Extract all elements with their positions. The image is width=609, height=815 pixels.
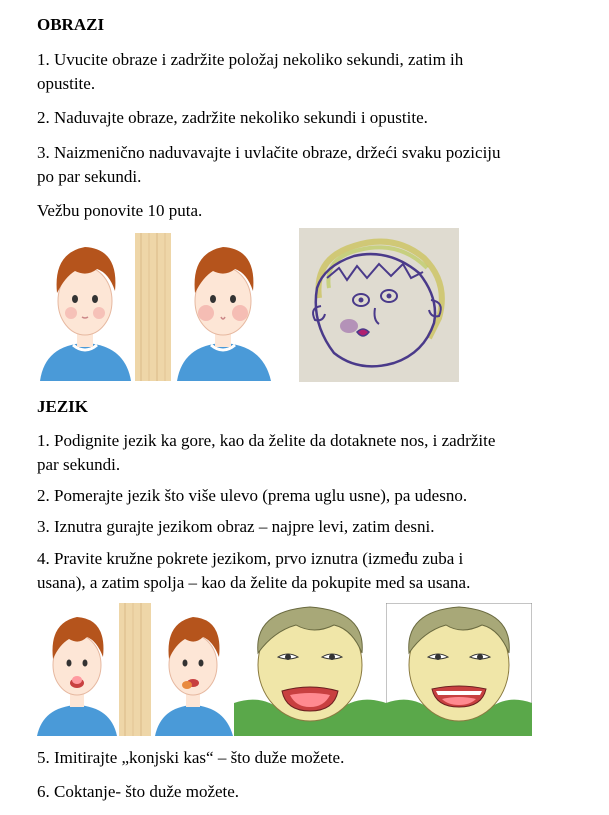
instruction-line: 5. Imitirajte „konjski kas“ – što duže možete. [37,748,345,767]
instruction-line: 1. Podignite jezik ka gore, kao da želite da dotaknete nos, i zadržite [37,431,496,450]
instruction-line: 4. Pravite kružne pokrete jezikom, prvo iznutra (između zuba i [37,549,464,568]
instruction-line: 3. Iznutra gurajte jezikom obraz – najpre levi, zatim desni. [37,517,435,536]
section-heading-obrazi: OBRAZI [37,15,105,34]
instruction-line: par sekundi. [37,455,121,474]
instruction-line: 2. Naduvajte obraze, zadržite nekoliko sekundi i opustite. [37,108,428,127]
instruction-line: 3. Naizmenično naduvavajte i uvlačite obraze, držeći svaku poziciju [37,143,501,162]
child-drawing-illustration [299,228,459,382]
instruction-line: 6. Coktanje- što duže možete. [37,782,240,801]
instruction-line: 1. Uvucite obraze i zadržite položaj nekoliko sekundi, zatim ih [37,50,464,69]
tongue-exercise-man-illustration-2 [386,603,532,736]
instruction-line: po par sekundi. [37,167,142,186]
instruction-line: opustite. [37,74,96,93]
instruction-line: 2. Pomerajte jezik što više ulevo (prema uglu usne), pa udesno. [37,486,468,505]
cheek-exercise-illustration [35,233,275,381]
tongue-exercise-man-illustration-1 [234,603,386,736]
section-heading-jezik: JEZIK [37,397,89,416]
tongue-exercise-boy-illustration [35,603,235,736]
instruction-line: usana), a zatim spolja – kao da želite da pokupite med sa usana. [37,573,471,592]
repeat-note: Vežbu ponovite 10 puta. [37,201,203,220]
